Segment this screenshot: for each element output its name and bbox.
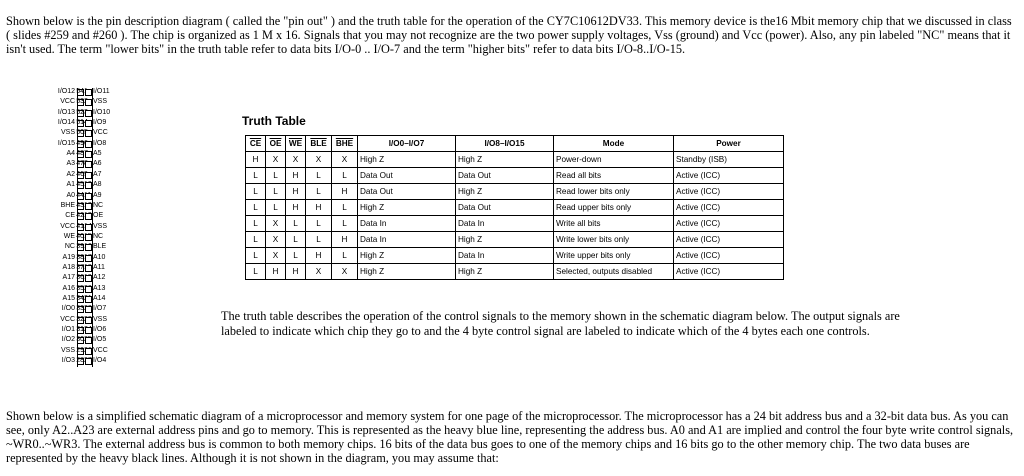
pin-name: A14 [93,295,106,302]
right-pin-51 [76,119,136,127]
table-cell: L [332,168,358,184]
table-cell: Write all bits [554,216,674,232]
pin-box [85,348,92,355]
pin-name: I/O14 [57,119,75,127]
table-cell: L [286,248,306,264]
pin-name: I/O7 [93,305,107,313]
pin-number: 36 [76,274,84,282]
pin-name: VSS [93,315,108,323]
table-cell: Active (ICC) [674,184,784,200]
pin-name: A7 [93,170,102,178]
table-cell: L [306,232,332,248]
pin-number: 42 [76,212,84,220]
pin-name: NC [64,243,75,251]
table-cell: Selected, outputs disabled [554,264,674,280]
pin-name: I/O12 [57,88,75,95]
pin-name: A0 [66,191,75,199]
pin-box [85,327,92,334]
table-cell: L [286,216,306,232]
pin-name: A15 [62,295,75,302]
pinout-diagram [34,88,134,370]
table-cell: Read upper bits only [554,200,674,216]
truth-table-description: The truth table describes the operation of the control signals to the memory shown in the schematic diagram below. The output signals are labeled to indicate which chip they go to and the 4 byte control signal are labeled to indicate which of the 4 bytes each one controls. [221,309,900,338]
right-pin-45 [76,181,136,189]
pin-name: VSS [60,346,75,354]
table-cell: Active (ICC) [674,232,784,248]
pin-box [85,213,92,220]
pin-box [85,182,92,189]
table-cell: High Z [358,200,456,216]
truth-table [245,135,784,280]
pin-name: I/O3 [61,357,75,365]
pin-name: VSS [60,129,75,137]
table-row [246,232,784,248]
right-pin-42 [76,212,136,220]
pin-name: I/O4 [93,357,107,365]
table-cell: H [332,184,358,200]
table-cell: Active (ICC) [674,216,784,232]
pin-name: A6 [93,160,102,168]
table-cell: Data Out [358,168,456,184]
pin-number: 30 [76,336,84,344]
table-cell: L [246,184,266,200]
table-cell: L [266,200,286,216]
right-pin-48 [76,150,136,158]
pin-name: VCC [60,222,75,230]
right-pin-36 [76,274,136,282]
table-cell: Write lower bits only [554,232,674,248]
header-cell: $\overline{WE}$ [286,136,306,152]
pin-name: I/O15 [57,139,75,147]
table-cell: Data In [358,216,456,232]
header-cell: I/O8–I/O15 [456,136,554,152]
pin-box [85,358,92,365]
pin-box [85,317,92,324]
right-pin-54 [76,88,136,96]
pin-name: I/O9 [93,119,107,127]
table-row [246,248,784,264]
pin-box [85,255,92,262]
pin-name: VSS [93,222,108,230]
table-row [246,152,784,168]
table-cell: Active (ICC) [674,168,784,184]
right-pin-49 [76,140,136,148]
pin-number: 40 [76,232,84,240]
table-cell: H [246,152,266,168]
table-cell: Active (ICC) [674,200,784,216]
table-cell: H [306,200,332,216]
pin-number: 47 [76,160,84,168]
table-cell: Active (ICC) [674,264,784,280]
pin-name: I/O5 [93,336,107,344]
pin-number: 39 [76,243,84,251]
right-pin-30 [76,336,136,344]
pin-box [85,275,92,282]
pin-box [85,224,92,231]
right-pin-29 [76,347,136,355]
pin-number: 38 [76,253,84,261]
pin-box [85,306,92,313]
table-cell: L [246,168,266,184]
intro-paragraph: Shown below is the pin description diagram ( called the "pin out" ) and the truth table for the operation of the CY7C10612DV33. This memory device is the16 Mbit memory chip that we discussed in class ( slides #259 and #260 ). The chip is organized as 1 M x 16. Signals that you may not recognize are the two power supply voltages, Vss (ground) and Vcc (power). Also, any pin labeled "NC" means that it isn't used. The term "lower bits" in the truth table refer to data bits I/O-0 .. I/O-7 and the term "higher bits" refer to data bits I/O-8..I/O-15. [6,14,1012,56]
pin-box [85,151,92,158]
pin-name: CE [65,212,75,220]
table-cell: Data Out [456,168,554,184]
table-cell: X [306,152,332,168]
pin-box [85,99,92,106]
pin-number: 46 [76,170,84,178]
table-cell: X [306,264,332,280]
pin-number: 51 [76,119,84,127]
table-cell: H [266,264,286,280]
table-cell: L [332,216,358,232]
pin-number: 32 [76,315,84,323]
pin-number: 48 [76,150,84,158]
pin-name: A1 [66,181,75,189]
header-cell: I/O0–I/O7 [358,136,456,152]
table-cell: L [306,168,332,184]
table-cell: L [306,216,332,232]
right-pin-47 [76,160,136,168]
pin-number: 28 [76,357,84,365]
header-cell: $\overline{BLE}$ [306,136,332,152]
table-row [246,184,784,200]
table-cell: Write upper bits only [554,248,674,264]
header-cell: $\overline{BHE}$ [332,136,358,152]
table-cell: H [306,248,332,264]
pin-name: I/O2 [61,336,75,344]
header-cell: Mode [554,136,674,152]
pin-name: A11 [93,263,105,271]
table-cell: High Z [456,184,554,200]
table-cell: High Z [358,152,456,168]
table-cell: Read lower bits only [554,184,674,200]
pin-number: 31 [76,326,84,334]
table-row [246,264,784,280]
pin-name: NC [93,232,104,240]
pin-name: VCC [60,315,75,323]
pin-name: I/O8 [93,139,107,147]
pin-number: 29 [76,346,84,354]
table-cell: L [246,232,266,248]
table-cell: L [246,216,266,232]
table-cell: X [332,264,358,280]
pin-box [85,161,92,168]
right-pin-28 [76,357,136,365]
pin-name: A4 [66,150,75,158]
pin-name: A5 [93,150,102,158]
table-cell: Data Out [358,184,456,200]
pin-name: A19 [62,253,75,261]
table-cell: High Z [456,264,554,280]
table-row [246,168,784,184]
pin-name: VCC [93,129,108,137]
pin-name: A10 [93,253,106,261]
pin-box [85,265,92,272]
pin-box [85,120,92,127]
right-pin-50 [76,129,136,137]
pin-name: A8 [93,181,102,189]
right-pin-40 [76,233,136,241]
table-cell: Data Out [456,200,554,216]
pin-number: 33 [76,305,84,313]
pin-name: I/O0 [61,305,75,313]
pin-name: A18 [62,263,75,271]
truth-table-title: Truth Table [242,114,306,128]
pin-name: BLE [93,243,107,251]
table-cell: X [266,216,286,232]
table-cell: High Z [358,264,456,280]
right-pin-39 [76,243,136,251]
right-pin-53 [76,98,136,106]
pin-name: VCC [60,98,75,106]
table-cell: X [286,152,306,168]
pin-box [85,110,92,117]
right-pin-31 [76,326,136,334]
table-cell: Standby (ISB) [674,152,784,168]
right-pin-35 [76,285,136,293]
table-cell: L [246,200,266,216]
pin-box [85,130,92,137]
right-pin-52 [76,109,136,117]
pin-name: A9 [93,191,102,199]
table-cell: H [286,184,306,200]
right-pin-34 [76,295,136,303]
table-cell: X [266,232,286,248]
pin-number: 34 [76,295,84,302]
table-cell: L [246,264,266,280]
pin-box [85,234,92,241]
pin-name: OE [93,212,104,220]
table-cell: X [332,152,358,168]
table-cell: L [266,168,286,184]
pin-box [85,244,92,251]
right-pin-43 [76,202,136,210]
table-cell: L [332,248,358,264]
pin-name: A17 [62,274,75,282]
table-cell: Data In [456,216,554,232]
pin-name: A12 [93,274,106,282]
pin-number: 37 [76,263,84,271]
pin-number: 43 [76,201,84,209]
pin-name: I/O6 [93,326,107,334]
pin-name: I/O10 [93,108,111,116]
table-cell: H [286,168,306,184]
table-cell: L [286,232,306,248]
table-cell: Power-down [554,152,674,168]
pin-name: VCC [93,346,108,354]
right-pin-33 [76,305,136,313]
pin-box [85,337,92,344]
truth-table-header [246,136,784,152]
pin-name: A3 [66,160,75,168]
header-cell: $\overline{CE}$ [246,136,266,152]
table-cell: H [286,264,306,280]
pin-name: A2 [66,170,75,178]
table-cell: X [266,152,286,168]
pin-box [85,89,92,96]
table-row [246,216,784,232]
pin-name: A16 [62,284,75,292]
pin-box [85,296,92,303]
table-cell: L [306,184,332,200]
right-pin-32 [76,316,136,324]
header-cell: $\overline{OE}$ [266,136,286,152]
pin-box [85,193,92,200]
schematic-intro-paragraph: Shown below is a simplified schematic diagram of a microprocessor and memory system for one page of the microprocessor. The microprocessor has a 24 bit address bus and a 32-bit data bus. As you can see, only A2..A23 are external address pins and go to memory. This is represented as the heavy blue line, representing the address bus. A0 and A1 are implied and control the four byte write control signals, ~WR0..~WR3. The external address bus is common to both memory chips. 16 bits of the data bus goes to one of the memory chips and 16 bits go to the other memory chip. The two data buses are represented by the heavy black lines. Although it is not shown in the diagram, you may assume that: [6,409,1014,465]
pin-name: NC [93,201,104,209]
pin-number: 49 [76,139,84,147]
right-pin-41 [76,223,136,231]
pin-name: VSS [93,98,108,106]
header-cell: Power [674,136,784,152]
table-cell: X [266,248,286,264]
pin-number: 50 [76,129,84,137]
table-cell: High Z [358,248,456,264]
pin-number: 35 [76,284,84,292]
table-cell: H [286,200,306,216]
right-pin-37 [76,264,136,272]
table-cell: Data In [358,232,456,248]
pin-name: I/O1 [61,326,75,334]
table-row [246,200,784,216]
table-cell: L [332,200,358,216]
table-cell: Data In [456,248,554,264]
table-cell: Read all bits [554,168,674,184]
table-cell: H [332,232,358,248]
pin-box [85,141,92,148]
table-cell: High Z [456,232,554,248]
right-pin-46 [76,171,136,179]
table-cell: High Z [456,152,554,168]
pin-number: 41 [76,222,84,230]
pin-number: 45 [76,181,84,189]
pin-number: 53 [76,98,84,106]
table-cell: L [266,184,286,200]
pin-number: 52 [76,108,84,116]
table-cell: L [246,248,266,264]
right-pin-38 [76,254,136,262]
pin-name: A13 [93,284,106,292]
pin-name: BHE [60,201,75,209]
pin-box [85,286,92,293]
pin-box [85,203,92,210]
right-pin-44 [76,192,136,200]
pin-name: I/O11 [93,88,110,95]
pin-number: 44 [76,191,84,199]
pin-number: 54 [76,88,84,95]
table-cell: Active (ICC) [674,248,784,264]
pin-name: I/O13 [57,108,75,116]
pin-name: WE [63,232,75,240]
pin-box [85,172,92,179]
